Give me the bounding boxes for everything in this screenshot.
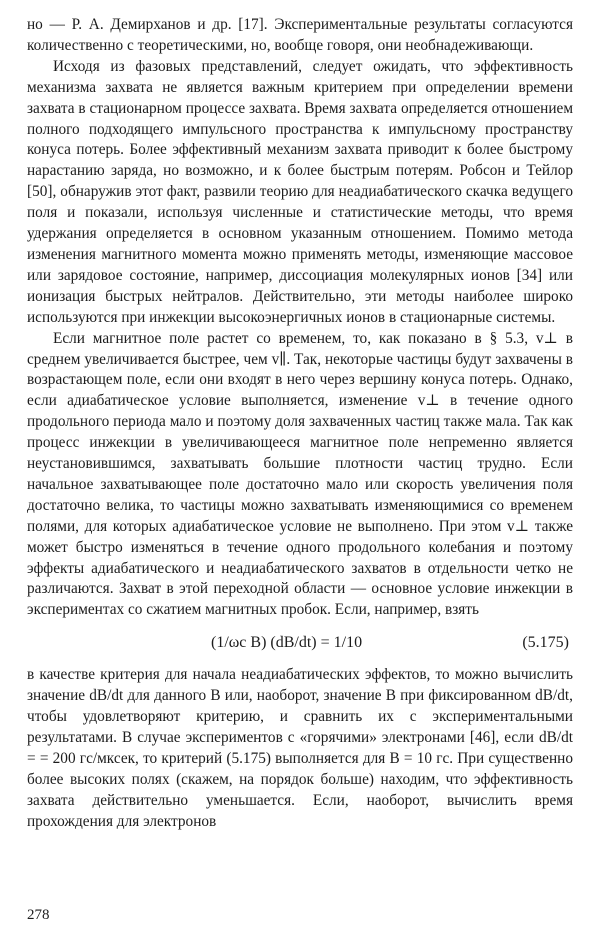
paragraph-1: но — Р. А. Демирханов и др. [17]. Экспериментальные результаты согласуются количественно с теоретическими, но, вообще говоря, они необнадеживающи. bbox=[27, 16, 573, 54]
page-number: 278 bbox=[27, 907, 50, 923]
paragraph-4: в качестве критерия для начала неадиабатических эффектов, то можно вычислить значение dB/dt для данного B или, наоборот, значение B при фиксированном dB/dt, чтобы удовлетворяют критерию, и сравнить их с экспериментальными результатами. В случае экспериментов с «горячими» электронами [46], если dB/dt = = 200 гс/мксек, то критерий (5.175) выполняется для B = 10 гс. При существенно более высоких полях (скажем, на порядок больше) находим, что эффективность захвата действительно уменьшается. Если, наоборот, вычислить время прохождения для электронов bbox=[27, 666, 573, 830]
paragraph-2: Исходя из фазовых представлений, следует ожидать, что эффективность механизма захвата не является важным критерием при определении времени захвата в стационарном процессе захвата. Время захвата определяется отношением полного подходящего импульсного пространства к импульсному пространству конуса потерь. Более эффективный механизм захвата приводит к более быстрому нарастанию заряда, но возможно, и к более быстрым потерям. Робсон и Тейлор [50], обнаружив этот факт, развили теорию для неадиабатического скачка ведущего поля и показали, используя численные и статистические методы, что время удержания определяется в основном указанным отношением. Помимо метода изменения магнитного момента можно применять методы, изменяющие массовое или зарядовое состояние, например, диссоциация молекулярных ионов [34] или ионизация быстрых нейтралов. Действительно, эти методы наиболее широко используются при инжекции высокоэнергичных ионов в стационарные системы. bbox=[27, 57, 573, 326]
paragraph-3: Если магнитное поле растет со временем, то, как показано в § 5.3, v⊥ в среднем увеличивается быстрее, чем v∥. Так, некоторые частицы будут захвачены в возрастающем поле, если они входят в него через вершину конуса потерь. Однако, если адиабатическое условие выполняется, изменение v⊥ в течение одного продольного периода мало и поэтому доля захваченных частиц также мала. Так как процесс инжекции в увеличивающееся магнитное поле непременно является неустановившимся, захватывать большие плотности частиц трудно. Если начальное захватывающее поле достаточно мало или скорость увеличения поля достаточно велика, то частицы можно захватывать изменяющимися со временем полями, для которых адиабатическое условие не выполнено. При этом v⊥ также может быстро изменяться в течение одного продольного колебания и поэтому эффекты адиабатического и неадиабатического захватов в отдельности четко не различаются. Захват в этой переходной области — основное условие инжекции в экспериментах со сжатием магнитных пробок. Если, например, взять bbox=[27, 329, 573, 619]
equation-5-175 bbox=[27, 621, 573, 665]
equation-formula: (1/ωc B) (dB/dt) = 1/10 bbox=[211, 634, 363, 652]
page-body bbox=[27, 15, 573, 833]
equation-number: (5.175) bbox=[522, 634, 569, 652]
